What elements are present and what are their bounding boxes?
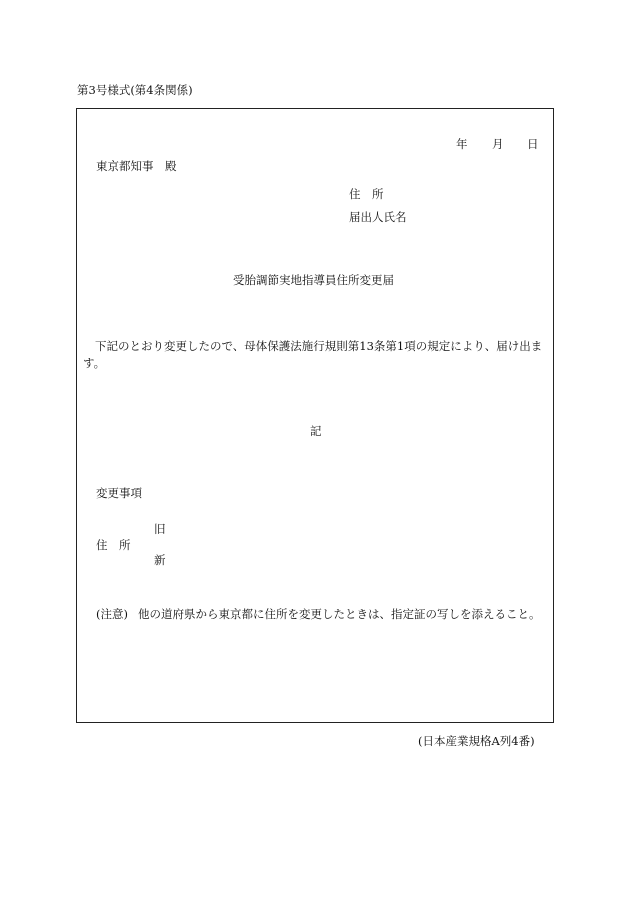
date-month: 月 <box>492 137 504 151</box>
ki-heading: 記 <box>310 424 322 438</box>
applicant-address-label: 住 所 <box>349 187 384 201</box>
note-text: 他の道府県から東京都に住所を変更したときは、指定証の写しを添えること。 <box>137 607 541 621</box>
form-title: 受胎調節実地指導員住所変更届 <box>233 273 394 287</box>
body-text-line-1: 下記のとおり変更したので、母体保護法施行規則第13条第1項の規定により、届け出ま <box>95 339 543 353</box>
applicant-name-label: 届出人氏名 <box>349 210 407 224</box>
new-label: 新 <box>154 553 166 567</box>
note <box>96 608 540 622</box>
form-frame <box>76 108 554 723</box>
change-address-label: 住 所 <box>96 538 131 552</box>
old-label: 旧 <box>154 522 166 536</box>
form-number: 第3号様式(第4条関係) <box>77 83 193 97</box>
date-day: 日 <box>527 137 539 151</box>
footer-paper-size: (日本産業規格A列4番) <box>418 734 535 748</box>
date-year: 年 <box>456 137 468 151</box>
recipient: 東京都知事 殿 <box>96 159 177 173</box>
note-label: (注意) <box>96 607 128 621</box>
change-items-heading: 変更事項 <box>96 486 142 500</box>
body-text-line-2: す。 <box>83 356 106 370</box>
